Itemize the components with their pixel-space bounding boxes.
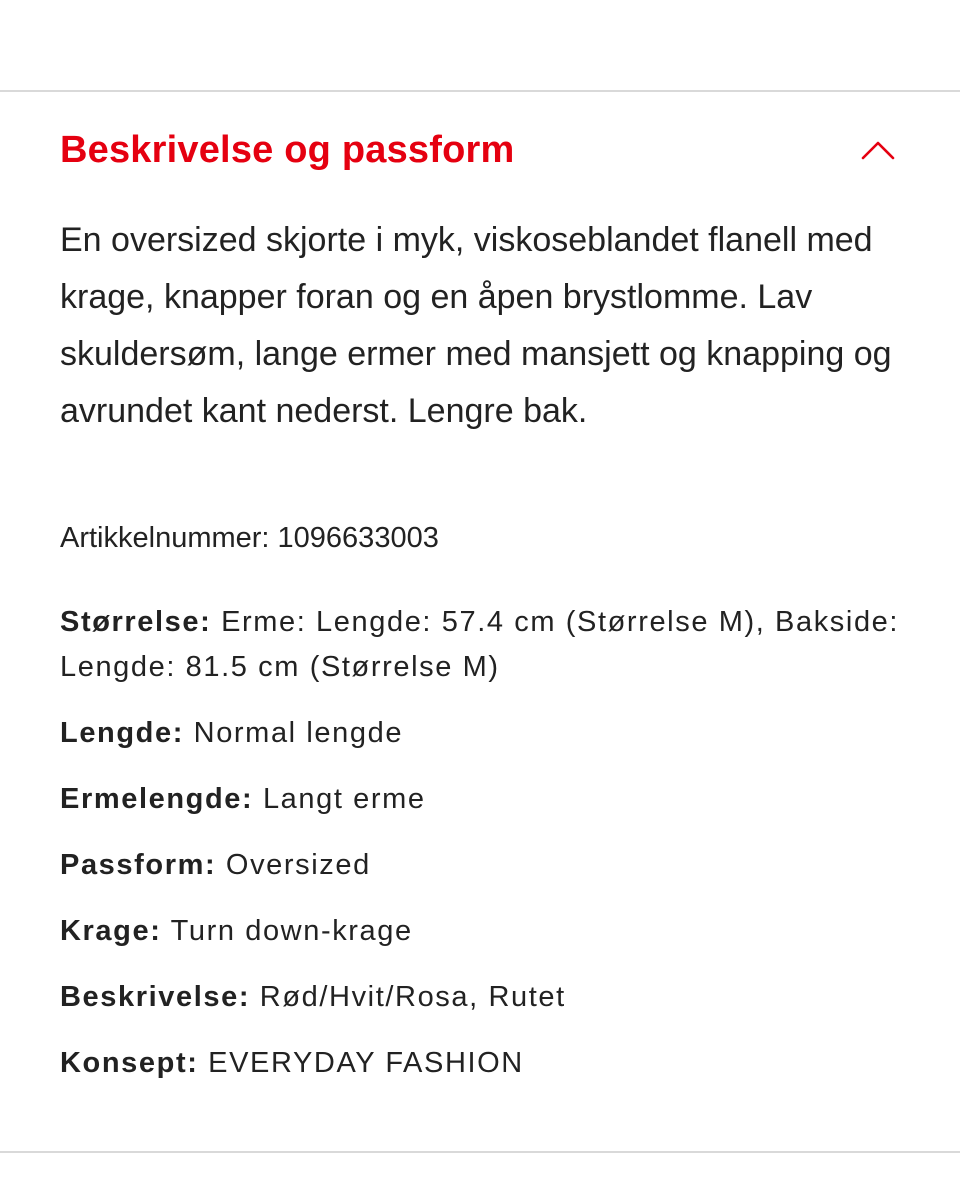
article-number: Artikkelnummer: 1096633003	[60, 522, 439, 554]
spec-value: Turn down-krage	[170, 915, 413, 947]
spec-value: Langt erme	[262, 783, 426, 815]
spec-sleeve-length	[60, 777, 910, 822]
spec-label: Konsept:	[60, 1047, 199, 1079]
top-divider	[0, 90, 960, 92]
spec-label: Ermelengde:	[60, 783, 254, 815]
spec-collar	[60, 909, 910, 954]
spec-value: Normal lengde	[193, 717, 404, 749]
spec-value: EVERYDAY FASHION	[208, 1047, 524, 1079]
accordion-title: Beskrivelse og passform	[60, 128, 515, 171]
spec-fit	[60, 843, 910, 888]
bottom-divider	[0, 1151, 960, 1153]
spec-value: Erme: Lengde: 57.4 cm (Størrelse M), Bakside: Lengde: 81.5 cm (Størrelse M)	[60, 606, 900, 683]
spec-size	[60, 600, 910, 690]
description-accordion-header[interactable]	[60, 118, 900, 182]
chevron-up-icon[interactable]	[858, 130, 898, 170]
spec-pattern	[60, 975, 910, 1020]
spec-list	[60, 600, 910, 1107]
spec-concept	[60, 1041, 910, 1086]
spec-value: Rød/Hvit/Rosa, Rutet	[259, 981, 566, 1013]
spec-value: Oversized	[225, 849, 371, 881]
spec-label: Lengde:	[60, 717, 184, 749]
spec-label: Passform:	[60, 849, 217, 881]
spec-label: Beskrivelse:	[60, 981, 251, 1013]
spec-label: Størrelse:	[60, 606, 212, 638]
spec-length	[60, 711, 910, 756]
spec-label: Krage:	[60, 915, 162, 947]
product-description: En oversized skjorte i myk, viskoseblandet flanell med krage, knapper foran og en åpen brystlomme. Lav skuldersøm, lange ermer med mansjett og knapping og avrundet kant nederst. Lengre bak.	[60, 221, 892, 430]
